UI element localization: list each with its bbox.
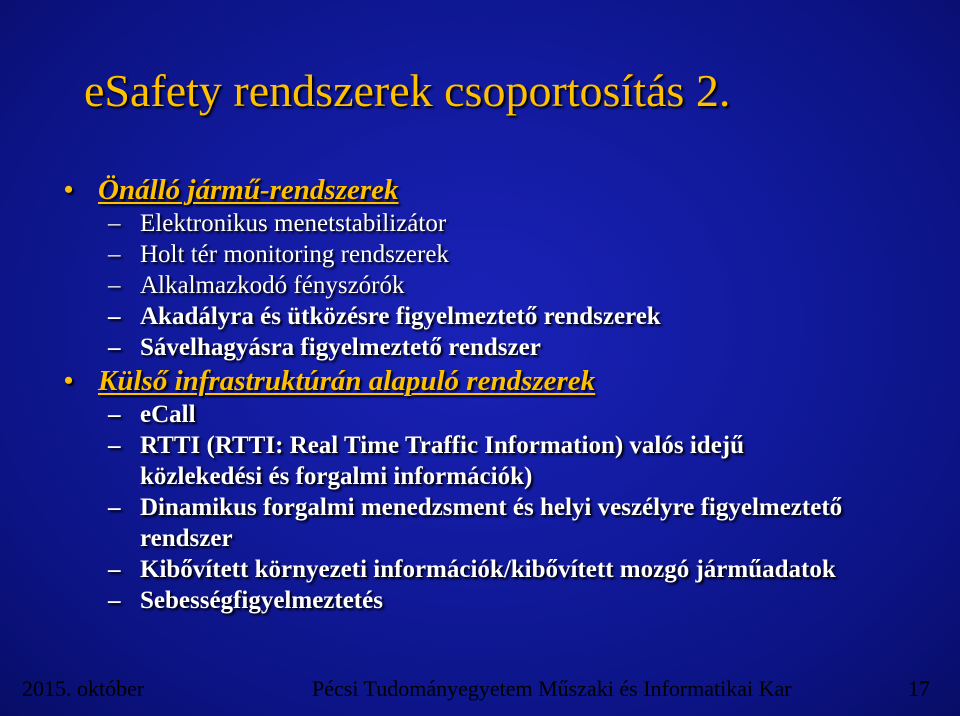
footer-date: 2015. október: [22, 676, 145, 701]
page-number: 17: [908, 676, 930, 701]
list-item-text: Holt tér monitoring rendszerek: [140, 241, 449, 268]
footer-institution: Pécsi Tudományegyetem Műszaki és Informatikai Kar: [312, 676, 792, 701]
list-item: [62, 208, 942, 239]
list-item: [62, 239, 942, 270]
dash-icon: –: [108, 587, 121, 614]
list-item: [62, 554, 900, 585]
list-item-text: Elektronikus menetstabilizátor: [140, 210, 447, 237]
list-item-text: eCall: [140, 401, 196, 428]
list-item-text: Kibővített környezeti információk/kibővített mozgó járműadatok: [140, 556, 836, 583]
list-item-text: RTTI (RTTI: Real Time Traffic Information) valós idejű közlekedési és forgalmi információk): [140, 432, 745, 490]
list-item-text: Sebességfigyelmeztetés: [140, 587, 383, 614]
list-item-text: Sávelhagyásra figyelmeztető rendszer: [140, 334, 541, 361]
section-heading-text: Külső infrastruktúrán alapuló rendszerek: [98, 365, 596, 397]
slide-footer: [0, 672, 960, 708]
list-item: [62, 332, 942, 363]
slide-title: eSafety rendszerek csoportosítás 2.: [84, 65, 731, 116]
dash-icon: –: [108, 241, 121, 268]
dash-icon: –: [108, 494, 121, 521]
dash-icon: –: [108, 334, 121, 361]
dash-icon: –: [108, 401, 121, 428]
section-heading-infrastructure-systems: [62, 365, 942, 397]
dash-icon: –: [108, 210, 121, 237]
bullet-icon: •: [64, 366, 74, 395]
bullet-icon: •: [64, 175, 74, 204]
list-item: [62, 585, 942, 616]
dash-icon: –: [108, 272, 121, 299]
dash-icon: –: [108, 303, 121, 330]
list-item: [62, 270, 942, 301]
dash-icon: –: [108, 556, 121, 583]
section-heading-vehicle-systems: [62, 174, 942, 206]
list-item-text: Akadályra és ütközésre figyelmeztető rendszerek: [140, 303, 661, 330]
list-item-text: Alkalmazkodó fényszórók: [140, 272, 405, 299]
dash-icon: –: [108, 432, 121, 459]
list-item: [62, 492, 940, 554]
slide-content: [62, 174, 942, 616]
section-heading-text: Önálló jármű-rendszerek: [98, 174, 399, 206]
list-item: [62, 399, 942, 430]
list-item: [62, 430, 870, 492]
list-item: [62, 301, 942, 332]
list-item-text: Dinamikus forgalmi menedzsment és helyi veszélyre figyelmeztető rendszer: [140, 494, 843, 552]
